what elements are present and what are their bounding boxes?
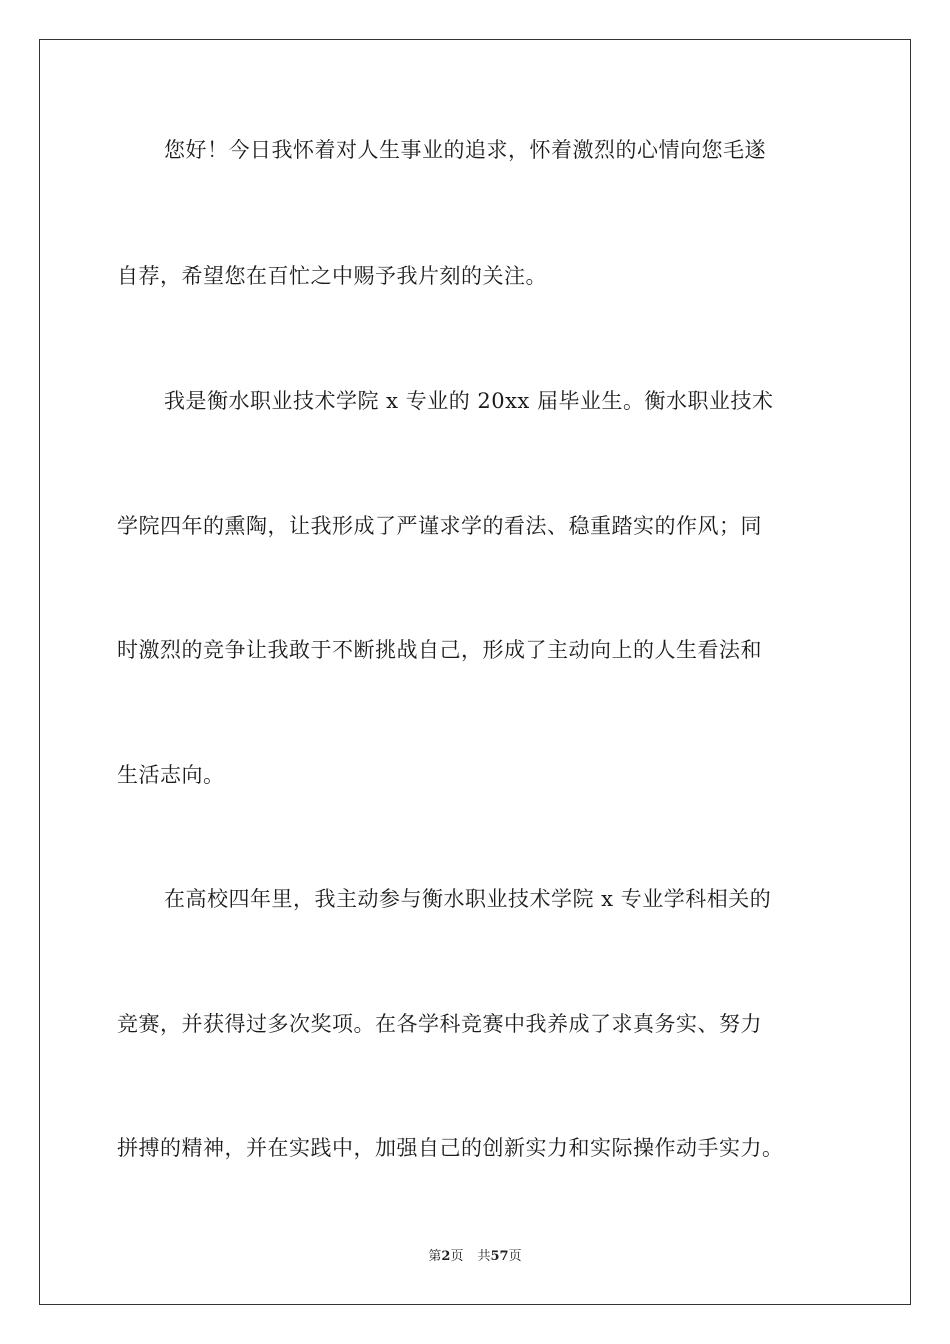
total-prefix: 共 <box>477 1249 491 1264</box>
page-suffix: 页 <box>450 1249 464 1264</box>
paragraph-3-line-2: 竞赛，并获得过多次奖项。在各学科竞赛中我养成了求真务实、努力 <box>117 1012 762 1036</box>
paragraph-2-line-2: 学院四年的熏陶，让我形成了严谨求学的看法、稳重踏实的作风；同 <box>117 514 762 538</box>
paragraph-2-line-1: 我是衡水职业技术学院 x 专业的 20xx 届毕业生。衡水职业技术 <box>164 389 774 413</box>
paragraph-2-line-3: 时激烈的竞争让我敢于不断挑战自己，形成了主动向上的人生看法和 <box>117 638 762 662</box>
page-prefix: 第 <box>428 1249 442 1264</box>
page-total-number: 57 <box>490 1249 509 1264</box>
total-suffix: 页 <box>508 1249 522 1264</box>
paragraph-3-line-3: 拼搏的精神，并在实践中，加强自己的创新实力和实际操作动手实力。 <box>117 1136 784 1160</box>
page-footer <box>0 1248 950 1266</box>
paragraph-3-line-1: 在高校四年里，我主动参与衡水职业技术学院 x 专业学科相关的 <box>164 887 772 911</box>
paragraph-1-line-1: 您好！今日我怀着对人生事业的追求，怀着激烈的心情向您毛遂 <box>164 138 766 162</box>
page-current-number: 2 <box>441 1249 451 1264</box>
paragraph-2-line-4: 生活志向。 <box>117 763 225 787</box>
paragraph-1-line-2: 自荐，希望您在百忙之中赐予我片刻的关注。 <box>117 264 547 288</box>
page-border <box>39 39 911 1305</box>
